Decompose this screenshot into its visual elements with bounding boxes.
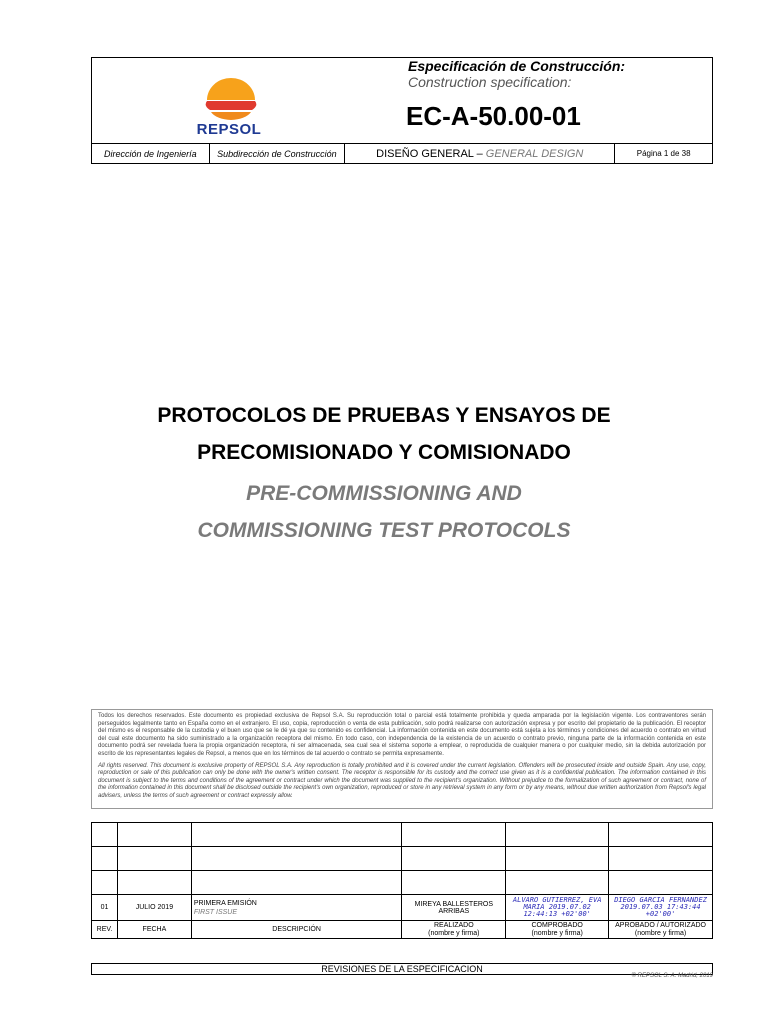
col-header-descripcion: DESCRIPCIÓN [191, 921, 402, 939]
repsol-logo [185, 70, 275, 140]
copyright: © REPSOL S. A. Madrid, 2019 [631, 973, 713, 979]
title-es-line2: PRECOMISIONADO Y COMISIONADO [197, 441, 571, 464]
direccion-cell: Dirección de Ingeniería [92, 144, 210, 163]
table-row [92, 847, 713, 871]
design-cell [345, 144, 615, 163]
revisions-caption: REVISIONES DE LA ESPECIFICACION [91, 963, 713, 975]
rev-description-es: PRIMERA EMISIÓN [193, 899, 257, 907]
table-row [92, 871, 713, 895]
header-info-row [91, 143, 713, 164]
comprobado-signature: ALVARO GUTIERREZ, EVA MARIA 2019.07.02 12:44:13 +02'00' [506, 895, 609, 921]
table-header-row [92, 921, 713, 939]
col-header-comprobado [506, 921, 609, 939]
aprobado-sublabel: (nombre y firma) [634, 929, 687, 937]
col-header-fecha: FECHA [117, 921, 191, 939]
title-en-line1: PRE-COMMISSIONING AND [246, 482, 522, 505]
document-code: EC-A-50.00-01 [406, 101, 581, 131]
table-row [92, 823, 713, 847]
legal-text-en: All rights reserved. This document is exclusive property of REPSOL S.A. Any reproduction is totally prohibited and it is covered under the current legislation. Offenders will be prosecuted inside and outside Spain. Any use, copy, reproduction or sale of this publication can only be done with the owner's written consent. The receptor is responsible for its custody and the correct use given as it is a confidential publication. The information contained in this document is subject to the terms and conditions of the agreement or contract under which the document was supplied to the recipient's organization. Without prejudice to the formalization of such agreement or contract, none of the information contained in this document shall be disclosed outside the recipient's own organization, reproduced or store in any retrieval system in any form or by any means, without due written authorization from Repsol's legal advisers, unless the terms of such agreement or contract expressly allow. [98, 762, 706, 799]
rev-description-en: FIRST ISSUE [193, 908, 238, 916]
col-header-realizado [402, 921, 506, 939]
aprobado-signature: DIEGO GARCIA FERNANDEZ 2019.07.03 17:43:44 +02'00' [609, 895, 713, 921]
legal-notice [91, 709, 713, 809]
col-header-rev: REV. [92, 921, 118, 939]
rev-date: JULIO 2019 [117, 895, 191, 921]
design-en: GENERAL DESIGN [485, 147, 584, 160]
design-es: DISEÑO GENERAL – [376, 147, 483, 160]
comprobado-label: COMPROBADO [531, 921, 583, 929]
page-number: Página 1 de 38 [636, 149, 691, 158]
col-header-aprobado [609, 921, 713, 939]
rev-description [191, 895, 402, 921]
spec-label-en: Construction specification: [408, 74, 572, 90]
realizado-label: REALIZADO [433, 921, 474, 929]
title-es-line1: PROTOCOLOS DE PRUEBAS Y ENSAYOS DE [157, 404, 611, 427]
table-row [92, 895, 713, 921]
rev-realizado: MIREYA BALLESTEROS ARRIBAS [402, 895, 506, 921]
subdireccion-cell: Subdirección de Construcción [210, 144, 346, 163]
rev-number: 01 [92, 895, 118, 921]
legal-text-es: Todos los derechos reservados. Este documento es propiedad exclusiva de Repsol S.A. Su reproducción total o parcial está totalmente prohibida y queda amparada por la legislación vigente. Los contraventores serán perseguidos legalmente tanto en España como en el extranjero. El uso, copia, reproducción o venta de esta publicación, solo podrá realizarse con autorización expresa y por escrito del propietario de la publicación. El receptor del mismo es el responsable de la custodia y el buen uso que se le dé ya que su contenido es confidencial. La información contenida en este documento está sujeta a los términos y condiciones del acuerdo o contrato en virtud del cual este documento ha sido suministrado a la organización receptora del mismo. En todo caso, con independencia de la existencia de un acuerdo o contrato previo, ninguna parte de la información contenida en este documento podrá ser revelada fuera la propia organización receptora, ni ser almacenada, sea cual sea el sistema soporte a emplear, o reproducida de cualquier manera o por cualquier medio, sin la debida autorización por escrito de los representantes legales de Repsol, a menos que en los términos de tal acuerdo o contrato se permita expresamente. [98, 713, 706, 757]
title-en-line2: COMMISSIONING TEST PROTOCOLS [197, 519, 571, 542]
realizado-sublabel: (nombre y firma) [428, 929, 480, 937]
aprobado-label: APROBADO / AUTORIZADO [615, 921, 706, 929]
spec-label-es: Especificación de Construcción: [408, 58, 626, 74]
revisions-table [91, 822, 713, 939]
comprobado-sublabel: (nombre y firma) [531, 929, 583, 937]
repsol-wordmark: REPSOL [196, 121, 262, 138]
